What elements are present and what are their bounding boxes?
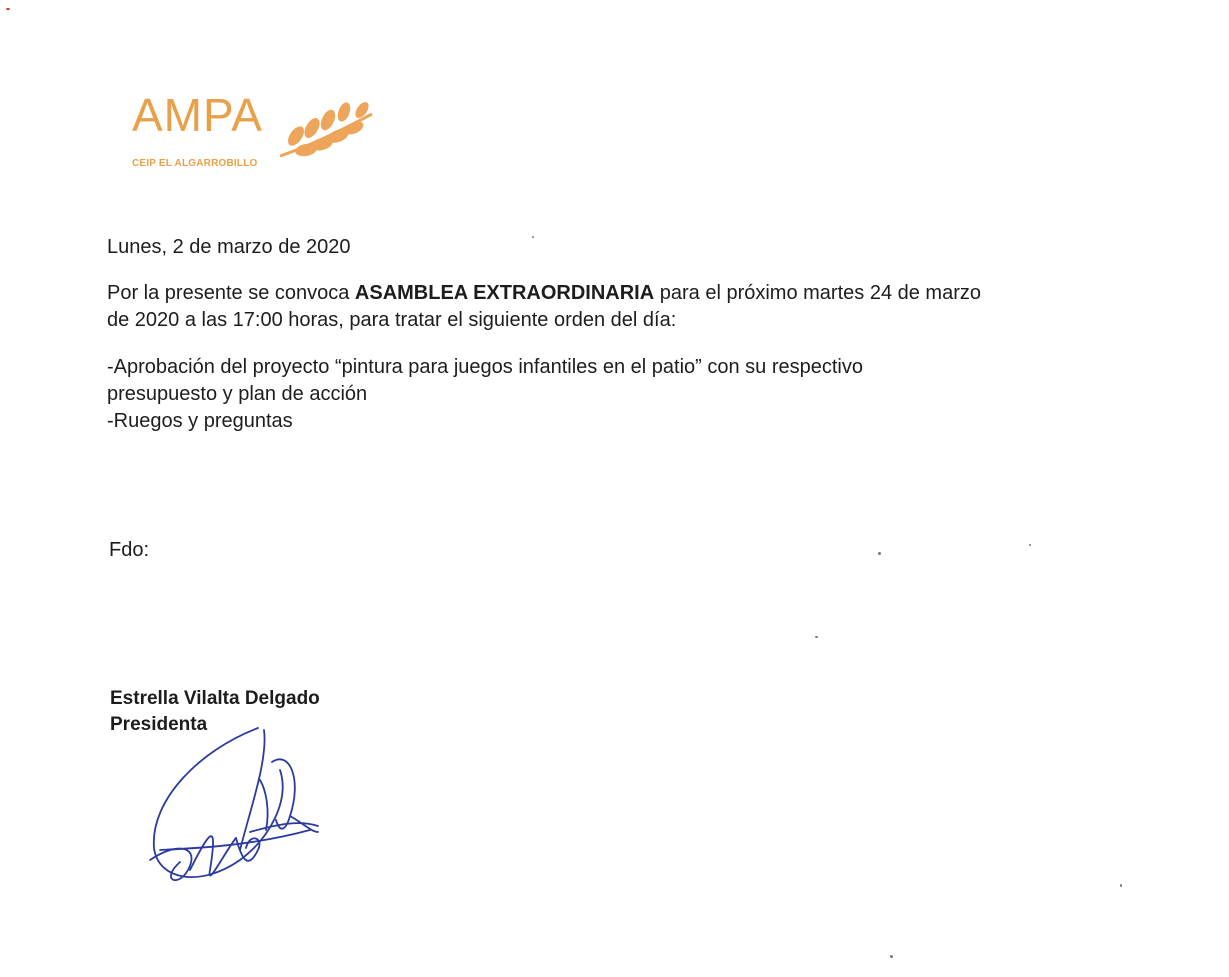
intro-paragraph xyxy=(107,280,981,334)
logo-wordmark: AMPA xyxy=(132,89,263,141)
signature-image xyxy=(140,720,340,895)
scan-speck xyxy=(532,236,534,238)
wheat-icon xyxy=(276,96,376,166)
scan-speck xyxy=(1029,544,1031,546)
scan-speck xyxy=(878,552,881,555)
logo-subtitle: CEIP EL ALGARROBILLO xyxy=(132,158,258,169)
scan-speck xyxy=(6,8,10,10)
scan-speck xyxy=(815,636,818,638)
signer-role: Presidenta xyxy=(110,714,208,735)
agenda-item: presupuesto y plan de acción xyxy=(107,383,368,405)
intro-text-line2: de 2020 a las 17:00 horas, para tratar el siguiente orden del día: xyxy=(107,309,677,331)
agenda-list xyxy=(107,354,863,435)
intro-text-after: para el próximo martes 24 de marzo xyxy=(654,282,981,304)
intro-text-bold: ASAMBLEA EXTRAORDINARIA xyxy=(354,282,655,304)
ampa-logo xyxy=(128,89,388,182)
letter-date: Lunes, 2 de marzo de 2020 xyxy=(107,236,351,258)
fdo-label: Fdo: xyxy=(109,539,150,561)
intro-text-before: Por la presente se convoca xyxy=(107,282,355,304)
agenda-item: -Ruegos y preguntas xyxy=(107,410,293,432)
signer-name: Estrella Vilalta Delgado xyxy=(110,688,320,709)
agenda-item: -Aprobación del proyecto “pintura para juegos infantiles en el patio” con su respectivo xyxy=(107,356,863,378)
scan-speck xyxy=(890,955,893,958)
scan-speck xyxy=(1120,884,1122,887)
